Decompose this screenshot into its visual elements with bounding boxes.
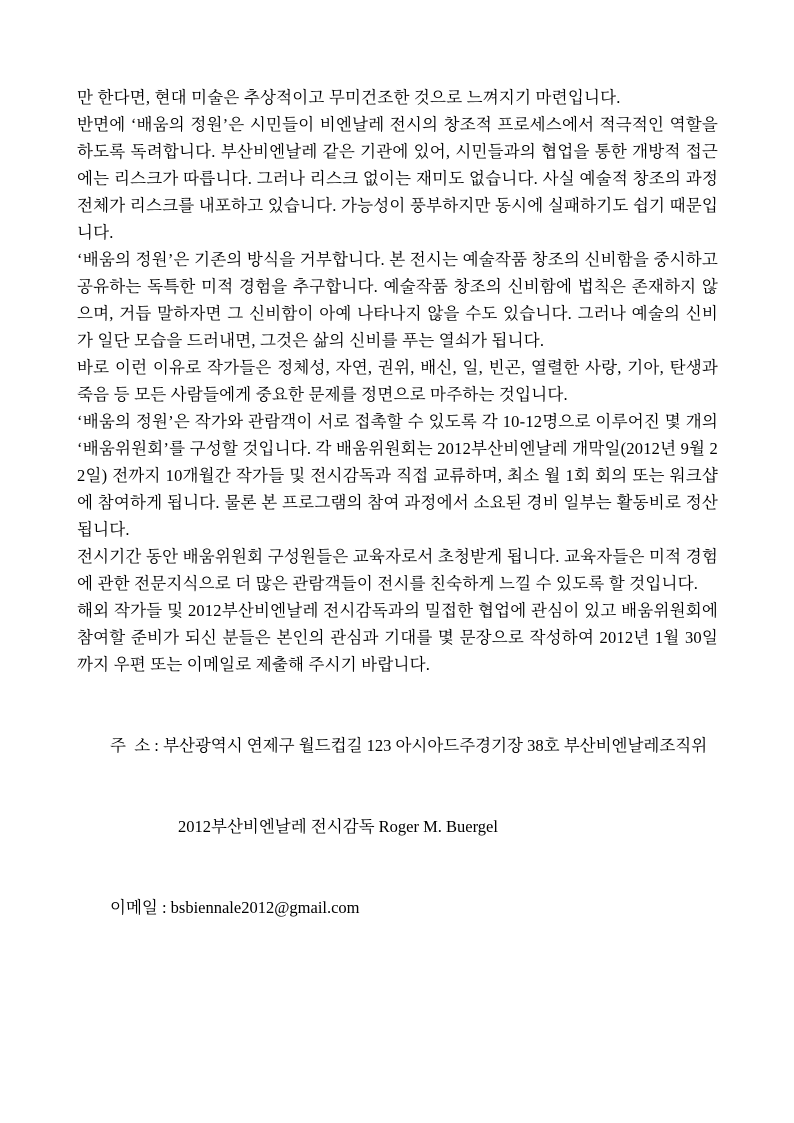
email-value: bsbiennale2012@gmail.com: [170, 898, 360, 917]
address-row: [77, 705, 718, 786]
address-value: 부산광역시 연제구 월드컵길 123 아시아드주경기장 38호 부산비엔날레조직위: [162, 736, 708, 755]
email-row: [77, 867, 718, 948]
paragraph: 만 한다면, 현대 미술은 추상적이고 무미건조한 것으로 느껴지기 마련입니다.: [77, 88, 621, 107]
paragraph: 반면에 ‘배움의 정원’은 시민들이 비엔날레 전시의 창조적 프로세스에서 적극적인 역할을 하도록 독려합니다. 부산비엔날레 같은 기관에 있어, 시민들과의 협업을 통한 개방적 접근에는 리스크가 따릅니다. 그러나 리스크 없이는 재미도 없습니다. 사실 예술적 창조의 과정 전체가 리스크를 내포하고 있습니다. 가능성이 풍부하지만 동시에 실패하기도 쉽기 때문입니다.: [77, 115, 718, 242]
email-label: 이메일 :: [110, 898, 171, 917]
paragraph: 전시기간 동안 배움위원회 구성원들은 교육자로서 초청받게 됩니다. 교육자들은 미적 경험에 관한 전문지식으로 더 많은 관람객들이 전시를 친숙하게 느낄 수 있도록 할 것입니다.: [77, 547, 718, 593]
address-label: 주 소 :: [110, 736, 163, 755]
document-body: [77, 84, 718, 948]
address-row-2: [77, 786, 718, 867]
exhibition-director: 2012부산비엔날레 전시감독 Roger M. Buergel: [178, 817, 498, 836]
contact-block: [77, 705, 718, 948]
paragraph: 해외 작가들 및 2012부산비엔날레 전시감독과의 밀접한 협업에 관심이 있고 배움위원회에 참여할 준비가 되신 분들은 본인의 관심과 기대를 몇 문장으로 작성하여 2012년 1월 30일까지 우편 또는 이메일로 제출해 주시기 바랍니다.: [77, 601, 718, 674]
paragraph: ‘배움의 정원’은 작가와 관람객이 서로 접촉할 수 있도록 각 10-12명으로 이루어진 몇 개의 ‘배움위원회’를 구성할 것입니다. 각 배움위원회는 2012부산비엔날레 개막일(2012년 9월 22일) 전까지 10개월간 작가들 및 전시감독과 직접 교류하며, 최소 월 1회 회의 또는 워크샵에 참여하게 됩니다. 물론 본 프로그램의 참여 과정에서 소요된 경비 일부는 활동비로 정산됩니다.: [77, 412, 718, 539]
paragraph: ‘배움의 정원’은 기존의 방식을 거부합니다. 본 전시는 예술작품 창조의 신비함을 중시하고 공유하는 독특한 미적 경험을 추구합니다. 예술작품 창조의 신비함에 법칙은 존재하지 않으며, 거듭 말하자면 그 신비함이 아예 나타나지 않을 수도 있습니다. 그러나 예술의 신비가 일단 모습을 드러내면, 그것은 삶의 신비를 푸는 열쇠가 됩니다.: [77, 250, 718, 350]
paragraph: 바로 이런 이유로 작가들은 정체성, 자연, 권위, 배신, 일, 빈곤, 열렬한 사랑, 기아, 탄생과 죽음 등 모든 사람들에게 중요한 문제를 정면으로 마주하는 것입니다.: [77, 358, 718, 404]
